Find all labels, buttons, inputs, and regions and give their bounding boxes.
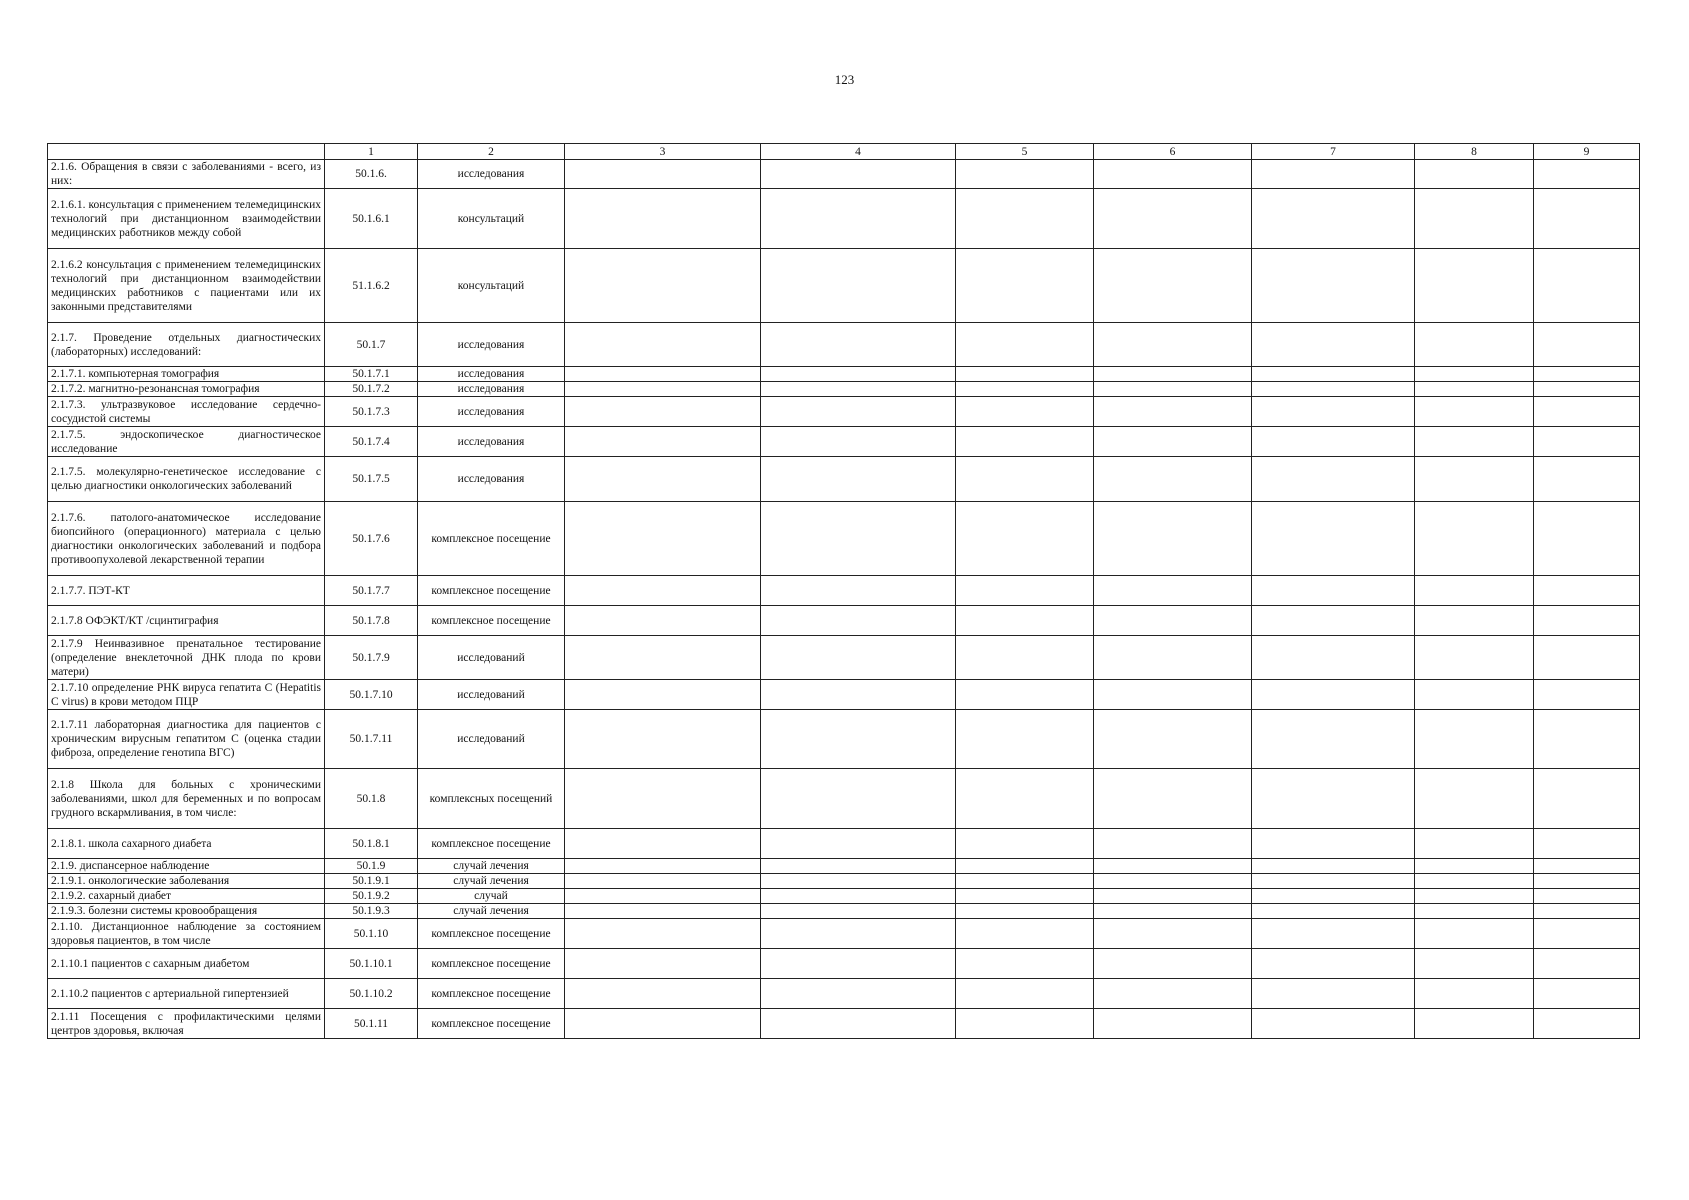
value-cell-8 (1415, 710, 1534, 769)
value-cell-8 (1415, 457, 1534, 502)
value-cell-3 (565, 367, 761, 382)
value-cell-9 (1534, 636, 1640, 680)
row-code-cell: 50.1.11 (325, 1009, 418, 1039)
column-number-0 (48, 144, 325, 160)
value-cell-9 (1534, 859, 1640, 874)
page-number: 123 (834, 72, 855, 87)
value-cell-4 (761, 904, 956, 919)
value-cell-5 (956, 949, 1094, 979)
value-cell-5 (956, 502, 1094, 576)
value-cell-6 (1094, 710, 1252, 769)
value-cell-8 (1415, 249, 1534, 323)
value-cell-8 (1415, 904, 1534, 919)
value-cell-8 (1415, 427, 1534, 457)
value-cell-3 (565, 874, 761, 889)
table-row (48, 680, 1640, 710)
unit-cell: исследований (418, 710, 565, 769)
table-row (48, 367, 1640, 382)
value-cell-5 (956, 919, 1094, 949)
value-cell-7 (1252, 367, 1415, 382)
indicator-name-cell: 2.1.9.1. онкологические заболевания (48, 874, 325, 889)
value-cell-6 (1094, 680, 1252, 710)
value-cell-5 (956, 367, 1094, 382)
row-code-cell: 50.1.7.7 (325, 576, 418, 606)
value-cell-6 (1094, 576, 1252, 606)
table-row (48, 874, 1640, 889)
unit-cell: исследований (418, 636, 565, 680)
column-number-row (48, 144, 1640, 160)
indicator-name-cell: 2.1.7.5. эндоскопическое диагностическое исследование (48, 427, 325, 457)
value-cell-8 (1415, 919, 1534, 949)
value-cell-8 (1415, 502, 1534, 576)
value-cell-8 (1415, 979, 1534, 1009)
value-cell-8 (1415, 859, 1534, 874)
value-cell-5 (956, 829, 1094, 859)
value-cell-9 (1534, 382, 1640, 397)
value-cell-3 (565, 502, 761, 576)
value-cell-3 (565, 949, 761, 979)
value-cell-3 (565, 1009, 761, 1039)
row-code-cell: 50.1.9 (325, 859, 418, 874)
value-cell-5 (956, 889, 1094, 904)
row-code-cell: 50.1.9.3 (325, 904, 418, 919)
row-code-cell: 50.1.7.1 (325, 367, 418, 382)
column-number-5: 5 (956, 144, 1094, 160)
indicator-name-cell: 2.1.7.9 Неинвазивное пренатальное тестирование (определение внеклеточной ДНК плода по крови матери) (48, 636, 325, 680)
indicator-name-cell: 2.1.7.11 лабораторная диагностика для пациентов с хроническим вирусным гепатитом С (оценка стадии фиброза, определение генотипа ВГС) (48, 710, 325, 769)
value-cell-6 (1094, 919, 1252, 949)
value-cell-6 (1094, 323, 1252, 367)
unit-cell: комплексное посещение (418, 919, 565, 949)
value-cell-6 (1094, 859, 1252, 874)
value-cell-6 (1094, 829, 1252, 859)
value-cell-8 (1415, 1009, 1534, 1039)
value-cell-4 (761, 457, 956, 502)
value-cell-3 (565, 829, 761, 859)
indicator-name-cell: 2.1.8.1. школа сахарного диабета (48, 829, 325, 859)
row-code-cell: 50.1.7.9 (325, 636, 418, 680)
value-cell-7 (1252, 160, 1415, 189)
row-code-cell: 50.1.10 (325, 919, 418, 949)
value-cell-9 (1534, 249, 1640, 323)
unit-cell: комплексное посещение (418, 829, 565, 859)
value-cell-4 (761, 382, 956, 397)
value-cell-4 (761, 874, 956, 889)
column-number-2: 2 (418, 144, 565, 160)
table-row (48, 710, 1640, 769)
value-cell-6 (1094, 427, 1252, 457)
value-cell-4 (761, 949, 956, 979)
table-row (48, 427, 1640, 457)
value-cell-9 (1534, 919, 1640, 949)
table-row (48, 889, 1640, 904)
value-cell-6 (1094, 979, 1252, 1009)
value-cell-4 (761, 606, 956, 636)
table-row (48, 189, 1640, 249)
indicator-name-cell: 2.1.6.2 консультация с применением телемедицинских технологий при дистанционном взаимодействии медицинских работников с пациентами или их законными представителями (48, 249, 325, 323)
value-cell-6 (1094, 457, 1252, 502)
unit-cell: консультаций (418, 249, 565, 323)
value-cell-7 (1252, 904, 1415, 919)
unit-cell: исследования (418, 397, 565, 427)
indicator-name-cell: 2.1.8 Школа для больных с хроническими заболеваниями, школ для беременных и по вопросам грудного вскармливания, в том числе: (48, 769, 325, 829)
column-number-4: 4 (761, 144, 956, 160)
value-cell-6 (1094, 382, 1252, 397)
value-cell-9 (1534, 979, 1640, 1009)
value-cell-7 (1252, 249, 1415, 323)
indicator-name-cell: 2.1.9. диспансерное наблюдение (48, 859, 325, 874)
unit-cell: исследования (418, 323, 565, 367)
table-row (48, 382, 1640, 397)
value-cell-7 (1252, 979, 1415, 1009)
value-cell-7 (1252, 680, 1415, 710)
row-code-cell: 50.1.7.11 (325, 710, 418, 769)
value-cell-6 (1094, 949, 1252, 979)
value-cell-5 (956, 904, 1094, 919)
value-cell-8 (1415, 636, 1534, 680)
value-cell-4 (761, 249, 956, 323)
unit-cell: случай (418, 889, 565, 904)
value-cell-4 (761, 1009, 956, 1039)
value-cell-4 (761, 680, 956, 710)
indicator-name-cell: 2.1.11 Посещения с профилактическими целями центров здоровья, включая (48, 1009, 325, 1039)
value-cell-5 (956, 710, 1094, 769)
table-row (48, 769, 1640, 829)
value-cell-3 (565, 189, 761, 249)
value-cell-6 (1094, 367, 1252, 382)
table-row (48, 397, 1640, 427)
value-cell-5 (956, 457, 1094, 502)
unit-cell: исследования (418, 160, 565, 189)
value-cell-7 (1252, 919, 1415, 949)
indicator-name-cell: 2.1.9.2. сахарный диабет (48, 889, 325, 904)
value-cell-3 (565, 323, 761, 367)
value-cell-9 (1534, 367, 1640, 382)
table-row (48, 323, 1640, 367)
value-cell-5 (956, 323, 1094, 367)
row-code-cell: 51.1.6.2 (325, 249, 418, 323)
value-cell-9 (1534, 769, 1640, 829)
table-row (48, 919, 1640, 949)
row-code-cell: 50.1.7 (325, 323, 418, 367)
value-cell-5 (956, 189, 1094, 249)
column-number-6: 6 (1094, 144, 1252, 160)
statistics-table (47, 143, 1640, 1039)
value-cell-9 (1534, 949, 1640, 979)
value-cell-9 (1534, 502, 1640, 576)
unit-cell: исследования (418, 367, 565, 382)
table-row (48, 576, 1640, 606)
unit-cell: комплексное посещение (418, 502, 565, 576)
value-cell-4 (761, 979, 956, 1009)
unit-cell: исследования (418, 427, 565, 457)
value-cell-7 (1252, 859, 1415, 874)
value-cell-9 (1534, 1009, 1640, 1039)
value-cell-3 (565, 769, 761, 829)
value-cell-6 (1094, 904, 1252, 919)
column-number-8: 8 (1415, 144, 1534, 160)
table-row (48, 904, 1640, 919)
value-cell-7 (1252, 606, 1415, 636)
unit-cell: случай лечения (418, 904, 565, 919)
row-code-cell: 50.1.10.1 (325, 949, 418, 979)
value-cell-5 (956, 979, 1094, 1009)
unit-cell: исследований (418, 680, 565, 710)
value-cell-6 (1094, 769, 1252, 829)
value-cell-5 (956, 680, 1094, 710)
value-cell-7 (1252, 382, 1415, 397)
value-cell-5 (956, 382, 1094, 397)
value-cell-5 (956, 859, 1094, 874)
value-cell-7 (1252, 949, 1415, 979)
value-cell-8 (1415, 889, 1534, 904)
unit-cell: комплексное посещение (418, 606, 565, 636)
value-cell-4 (761, 323, 956, 367)
row-code-cell: 50.1.7.2 (325, 382, 418, 397)
value-cell-7 (1252, 397, 1415, 427)
value-cell-8 (1415, 680, 1534, 710)
value-cell-3 (565, 859, 761, 874)
value-cell-7 (1252, 874, 1415, 889)
column-number-1: 1 (325, 144, 418, 160)
row-code-cell: 50.1.7.4 (325, 427, 418, 457)
value-cell-8 (1415, 829, 1534, 859)
value-cell-8 (1415, 160, 1534, 189)
value-cell-9 (1534, 576, 1640, 606)
value-cell-3 (565, 382, 761, 397)
value-cell-4 (761, 427, 956, 457)
indicator-name-cell: 2.1.10. Дистанционное наблюдение за состоянием здоровья пациентов, в том числе (48, 919, 325, 949)
column-number-3: 3 (565, 144, 761, 160)
unit-cell: комплексное посещение (418, 949, 565, 979)
row-code-cell: 50.1.8 (325, 769, 418, 829)
unit-cell: комплексное посещение (418, 1009, 565, 1039)
value-cell-7 (1252, 889, 1415, 904)
column-number-7: 7 (1252, 144, 1415, 160)
value-cell-9 (1534, 874, 1640, 889)
value-cell-3 (565, 919, 761, 949)
value-cell-8 (1415, 382, 1534, 397)
row-code-cell: 50.1.7.10 (325, 680, 418, 710)
unit-cell: исследования (418, 382, 565, 397)
value-cell-7 (1252, 636, 1415, 680)
value-cell-3 (565, 576, 761, 606)
unit-cell: комплексное посещение (418, 979, 565, 1009)
value-cell-9 (1534, 680, 1640, 710)
value-cell-8 (1415, 576, 1534, 606)
value-cell-4 (761, 502, 956, 576)
indicator-name-cell: 2.1.7.10 определение РНК вируса гепатита С (Hepatitis C virus) в крови методом ПЦР (48, 680, 325, 710)
value-cell-3 (565, 427, 761, 457)
value-cell-7 (1252, 1009, 1415, 1039)
indicator-name-cell: 2.1.7. Проведение отдельных диагностических (лабораторных) исследований: (48, 323, 325, 367)
value-cell-7 (1252, 829, 1415, 859)
value-cell-9 (1534, 904, 1640, 919)
value-cell-4 (761, 397, 956, 427)
value-cell-4 (761, 576, 956, 606)
value-cell-4 (761, 189, 956, 249)
value-cell-5 (956, 874, 1094, 889)
column-number-9: 9 (1534, 144, 1640, 160)
value-cell-5 (956, 427, 1094, 457)
value-cell-7 (1252, 769, 1415, 829)
table-row (48, 979, 1640, 1009)
indicator-name-cell: 2.1.7.1. компьютерная томография (48, 367, 325, 382)
value-cell-8 (1415, 949, 1534, 979)
value-cell-5 (956, 636, 1094, 680)
unit-cell: комплексных посещений (418, 769, 565, 829)
value-cell-7 (1252, 502, 1415, 576)
value-cell-8 (1415, 189, 1534, 249)
value-cell-3 (565, 606, 761, 636)
value-cell-6 (1094, 874, 1252, 889)
value-cell-5 (956, 160, 1094, 189)
table-row (48, 249, 1640, 323)
value-cell-6 (1094, 889, 1252, 904)
value-cell-5 (956, 1009, 1094, 1039)
value-cell-7 (1252, 576, 1415, 606)
value-cell-5 (956, 576, 1094, 606)
value-cell-9 (1534, 457, 1640, 502)
indicator-name-cell: 2.1.7.3. ультразвуковое исследование сердечно-сосудистой системы (48, 397, 325, 427)
value-cell-9 (1534, 606, 1640, 636)
indicator-name-cell: 2.1.7.8 ОФЭКТ/КТ /сцинтиграфия (48, 606, 325, 636)
value-cell-9 (1534, 397, 1640, 427)
value-cell-7 (1252, 457, 1415, 502)
value-cell-9 (1534, 829, 1640, 859)
table-row (48, 636, 1640, 680)
value-cell-7 (1252, 710, 1415, 769)
value-cell-3 (565, 160, 761, 189)
row-code-cell: 50.1.7.5 (325, 457, 418, 502)
table-body (48, 144, 1640, 1039)
value-cell-4 (761, 160, 956, 189)
unit-cell: случай лечения (418, 874, 565, 889)
row-code-cell: 50.1.9.1 (325, 874, 418, 889)
unit-cell: комплексное посещение (418, 576, 565, 606)
value-cell-4 (761, 919, 956, 949)
value-cell-7 (1252, 323, 1415, 367)
unit-cell: исследования (418, 457, 565, 502)
indicator-name-cell: 2.1.10.2 пациентов с артериальной гипертензией (48, 979, 325, 1009)
value-cell-8 (1415, 606, 1534, 636)
value-cell-6 (1094, 189, 1252, 249)
value-cell-4 (761, 769, 956, 829)
value-cell-6 (1094, 1009, 1252, 1039)
value-cell-9 (1534, 710, 1640, 769)
table-row (48, 859, 1640, 874)
value-cell-6 (1094, 606, 1252, 636)
row-code-cell: 50.1.10.2 (325, 979, 418, 1009)
unit-cell: случай лечения (418, 859, 565, 874)
table-row (48, 829, 1640, 859)
indicator-name-cell: 2.1.7.6. патолого-анатомическое исследование биопсийного (операционного) материала с целью диагностики онкологических заболеваний и подбора противоопухолевой лекарственной терапии (48, 502, 325, 576)
row-code-cell: 50.1.6.1 (325, 189, 418, 249)
value-cell-4 (761, 367, 956, 382)
table-row (48, 160, 1640, 189)
value-cell-9 (1534, 323, 1640, 367)
value-cell-9 (1534, 160, 1640, 189)
table-row (48, 1009, 1640, 1039)
row-code-cell: 50.1.7.8 (325, 606, 418, 636)
value-cell-3 (565, 680, 761, 710)
table-row (48, 949, 1640, 979)
table-row (48, 502, 1640, 576)
value-cell-4 (761, 710, 956, 769)
value-cell-8 (1415, 874, 1534, 889)
row-code-cell: 50.1.7.6 (325, 502, 418, 576)
value-cell-5 (956, 249, 1094, 323)
value-cell-9 (1534, 889, 1640, 904)
value-cell-4 (761, 859, 956, 874)
value-cell-3 (565, 457, 761, 502)
value-cell-3 (565, 636, 761, 680)
value-cell-6 (1094, 160, 1252, 189)
value-cell-8 (1415, 367, 1534, 382)
row-code-cell: 50.1.9.2 (325, 889, 418, 904)
indicator-name-cell: 2.1.7.7. ПЭТ-КТ (48, 576, 325, 606)
value-cell-6 (1094, 397, 1252, 427)
table-row (48, 457, 1640, 502)
value-cell-8 (1415, 323, 1534, 367)
value-cell-5 (956, 769, 1094, 829)
value-cell-3 (565, 710, 761, 769)
value-cell-3 (565, 979, 761, 1009)
value-cell-9 (1534, 427, 1640, 457)
value-cell-6 (1094, 502, 1252, 576)
value-cell-9 (1534, 189, 1640, 249)
value-cell-8 (1415, 769, 1534, 829)
value-cell-3 (565, 889, 761, 904)
indicator-name-cell: 2.1.6. Обращения в связи с заболеваниями - всего, из них: (48, 160, 325, 189)
value-cell-4 (761, 829, 956, 859)
indicator-name-cell: 2.1.10.1 пациентов с сахарным диабетом (48, 949, 325, 979)
value-cell-6 (1094, 249, 1252, 323)
row-code-cell: 50.1.8.1 (325, 829, 418, 859)
table-row (48, 606, 1640, 636)
indicator-name-cell: 2.1.6.1. консультация с применением телемедицинских технологий при дистанционном взаимодействии медицинских работников между собой (48, 189, 325, 249)
value-cell-4 (761, 889, 956, 904)
indicator-name-cell: 2.1.7.5. молекулярно-генетическое исследование с целью диагностики онкологических заболеваний (48, 457, 325, 502)
value-cell-3 (565, 904, 761, 919)
indicator-name-cell: 2.1.7.2. магнитно-резонансная томография (48, 382, 325, 397)
value-cell-6 (1094, 636, 1252, 680)
value-cell-5 (956, 397, 1094, 427)
value-cell-3 (565, 397, 761, 427)
value-cell-7 (1252, 427, 1415, 457)
indicator-name-cell: 2.1.9.3. болезни системы кровообращения (48, 904, 325, 919)
value-cell-5 (956, 606, 1094, 636)
value-cell-4 (761, 636, 956, 680)
row-code-cell: 50.1.6. (325, 160, 418, 189)
unit-cell: консультаций (418, 189, 565, 249)
value-cell-8 (1415, 397, 1534, 427)
value-cell-3 (565, 249, 761, 323)
row-code-cell: 50.1.7.3 (325, 397, 418, 427)
value-cell-7 (1252, 189, 1415, 249)
